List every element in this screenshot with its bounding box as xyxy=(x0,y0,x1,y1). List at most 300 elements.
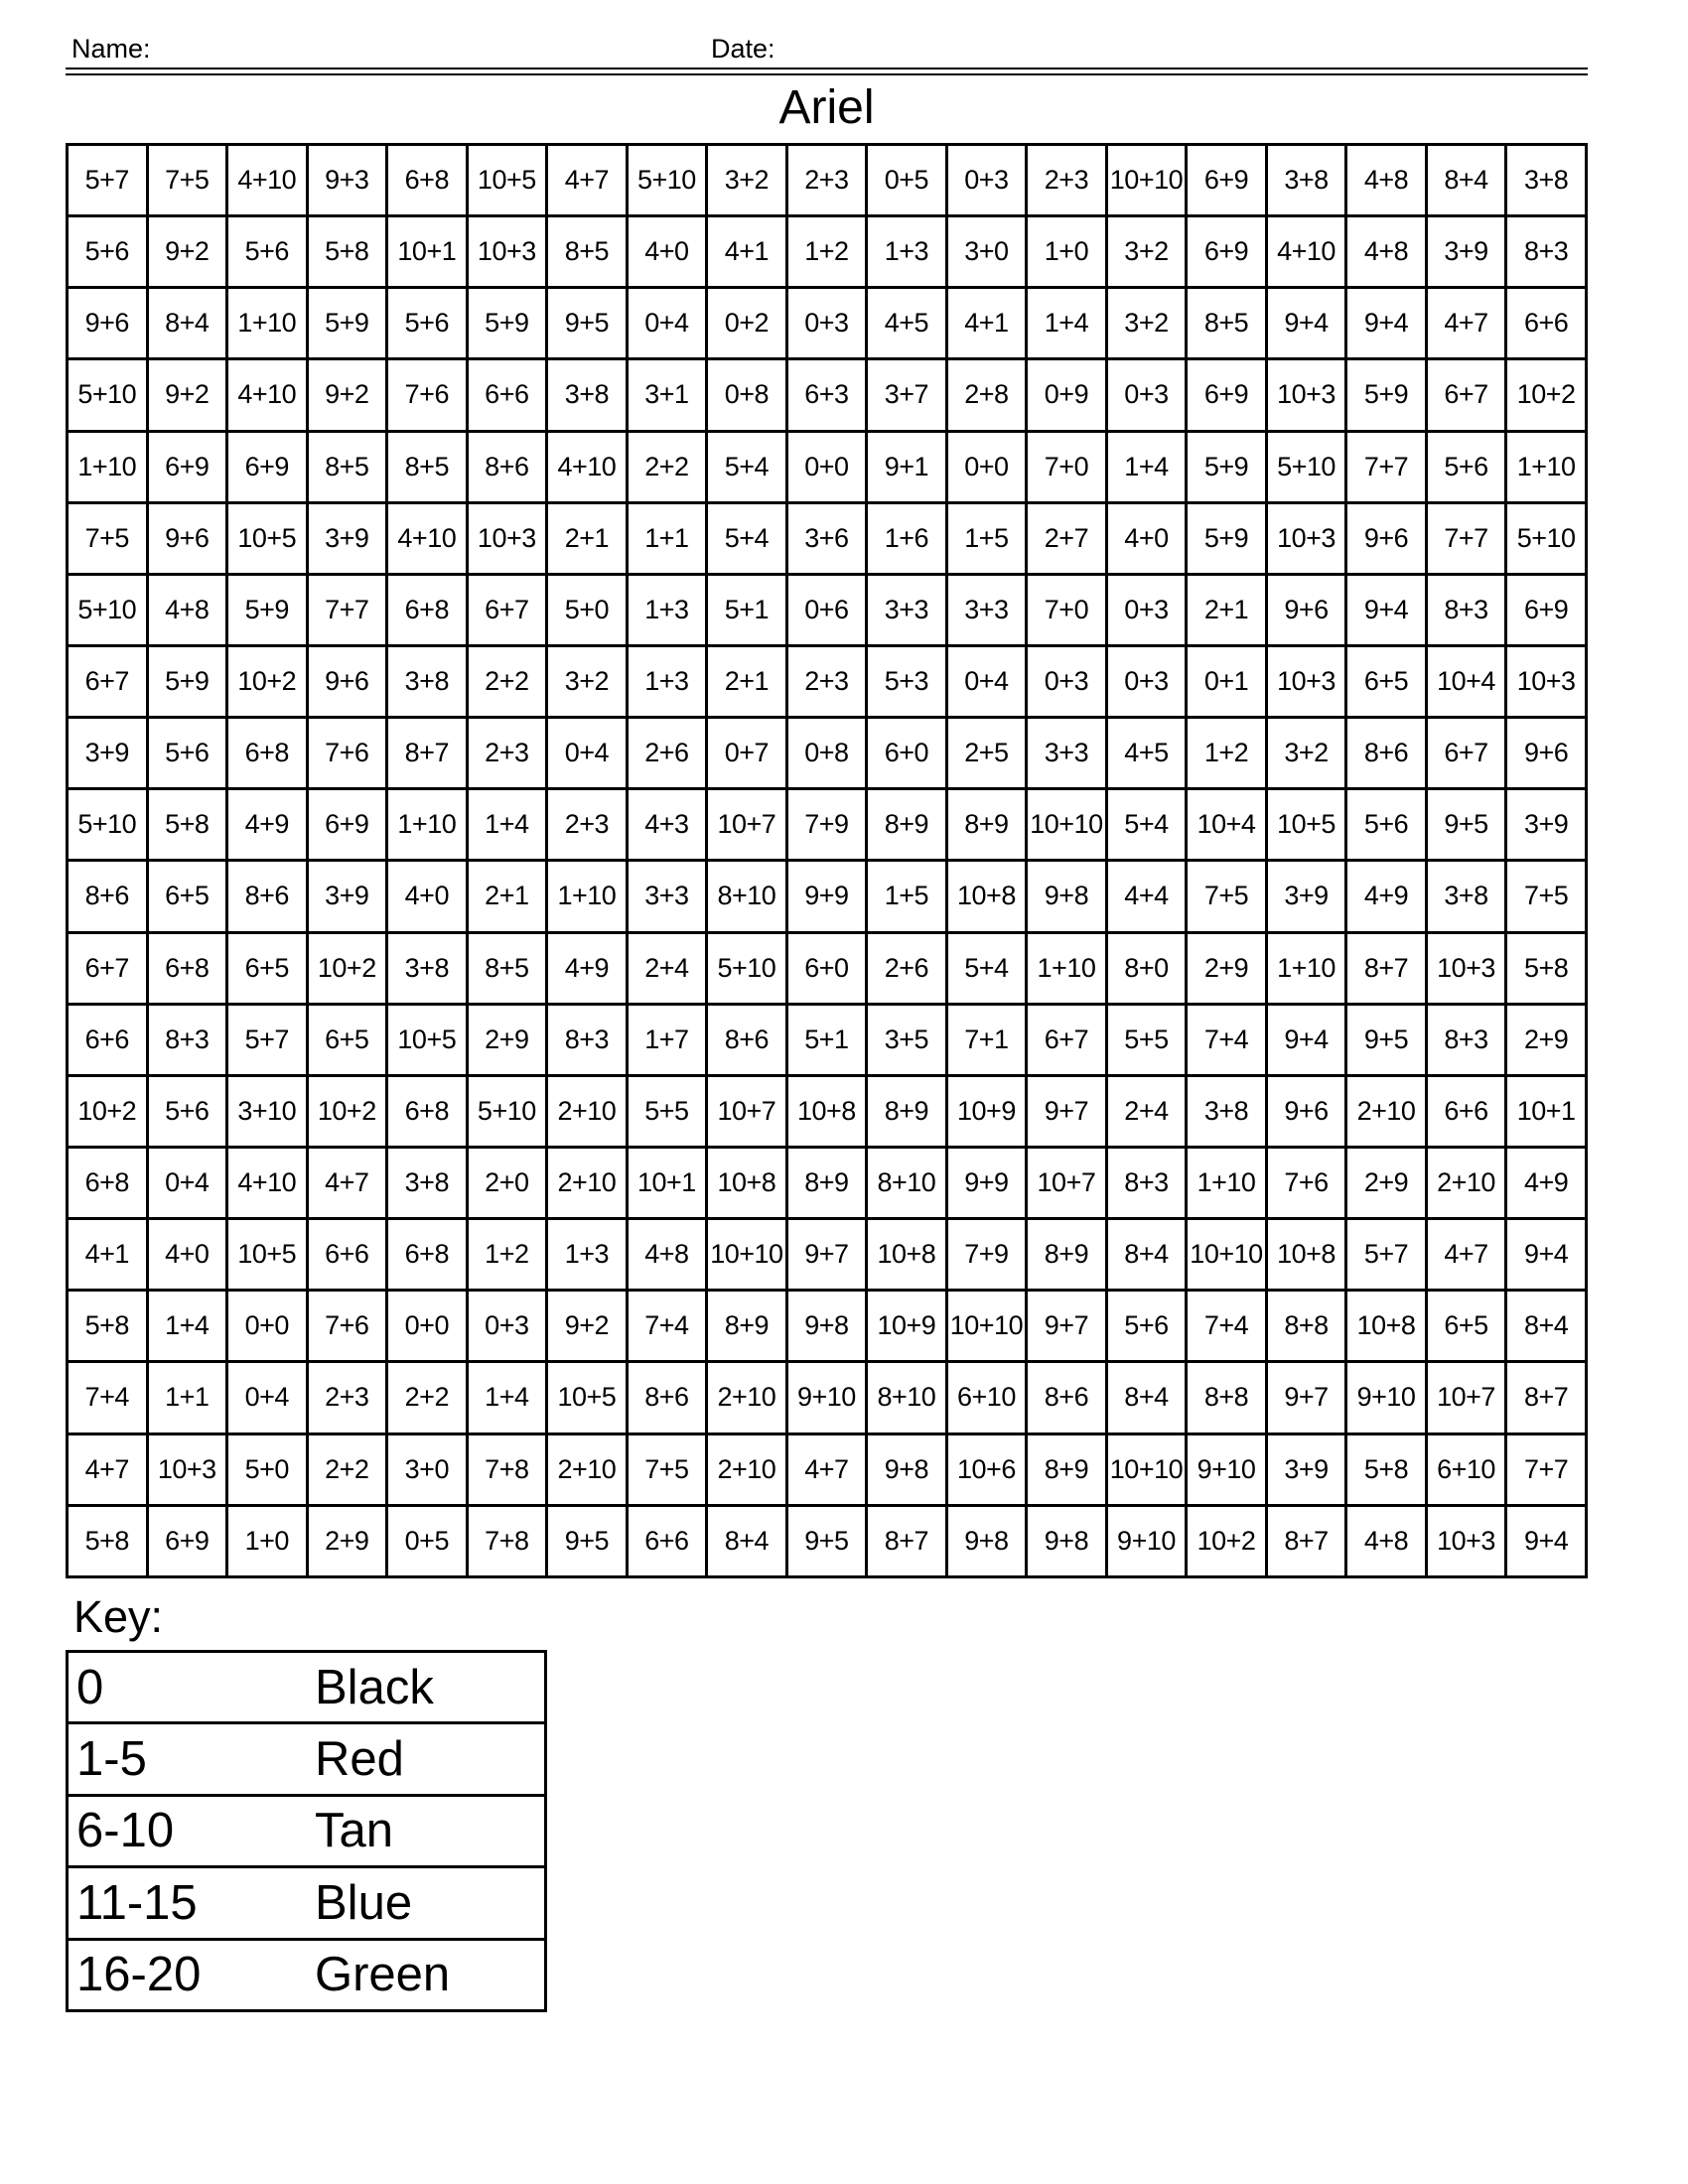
grid-cell: 2+5 xyxy=(946,718,1027,789)
grid-cell: 10+3 xyxy=(1426,932,1506,1004)
grid-cell: 5+9 xyxy=(227,574,308,645)
grid-cell: 7+5 xyxy=(147,145,227,216)
grid-cell: 7+7 xyxy=(307,574,387,645)
grid-cell: 2+9 xyxy=(307,1505,387,1576)
grid-cell: 8+4 xyxy=(147,288,227,359)
grid-cell: 3+5 xyxy=(867,1004,947,1075)
grid-cell: 6+7 xyxy=(1426,359,1506,431)
grid-cell: 5+9 xyxy=(307,288,387,359)
grid-cell: 5+1 xyxy=(707,574,787,645)
grid-cell: 5+5 xyxy=(1106,1004,1187,1075)
grid-cell: 3+9 xyxy=(1266,1433,1346,1505)
key-color: Green xyxy=(307,1939,546,2010)
grid-cell: 2+10 xyxy=(1426,1147,1506,1218)
grid-cell: 10+9 xyxy=(946,1075,1027,1147)
grid-cell: 6+8 xyxy=(387,1075,468,1147)
grid-cell: 1+10 xyxy=(1266,932,1346,1004)
grid-cell: 8+5 xyxy=(307,431,387,502)
grid-cell: 0+3 xyxy=(1027,645,1107,717)
grid-cell: 6+9 xyxy=(227,431,308,502)
grid-cell: 1+4 xyxy=(1106,431,1187,502)
grid-cell: 0+3 xyxy=(467,1291,547,1362)
grid-cell: 10+10 xyxy=(707,1219,787,1291)
grid-cell: 2+2 xyxy=(467,645,547,717)
grid-cell: 5+6 xyxy=(227,216,308,288)
grid-cell: 0+2 xyxy=(707,288,787,359)
grid-cell: 9+2 xyxy=(547,1291,628,1362)
grid-cell: 5+8 xyxy=(1506,932,1587,1004)
grid-cell: 1+0 xyxy=(1027,216,1107,288)
grid-cell: 10+10 xyxy=(1106,1433,1187,1505)
grid-cell: 6+5 xyxy=(1426,1291,1506,1362)
grid-cell: 7+5 xyxy=(1187,861,1267,932)
grid-cell: 9+10 xyxy=(1106,1505,1187,1576)
grid-cell: 1+4 xyxy=(1027,288,1107,359)
grid-cell: 8+10 xyxy=(867,1147,947,1218)
grid-cell: 0+8 xyxy=(786,718,867,789)
grid-cell: 0+3 xyxy=(946,145,1027,216)
grid-cell: 6+5 xyxy=(147,861,227,932)
grid-cell: 4+0 xyxy=(147,1219,227,1291)
grid-cell: 2+3 xyxy=(307,1362,387,1433)
grid-cell: 4+10 xyxy=(227,1147,308,1218)
grid-cell: 3+2 xyxy=(547,645,628,717)
grid-cell: 5+0 xyxy=(227,1433,308,1505)
grid-cell: 0+9 xyxy=(1027,359,1107,431)
grid-cell: 8+5 xyxy=(1187,288,1267,359)
grid-cell: 5+8 xyxy=(68,1505,148,1576)
grid-cell: 5+6 xyxy=(68,216,148,288)
grid-cell: 5+10 xyxy=(1506,502,1587,574)
grid-cell: 3+3 xyxy=(946,574,1027,645)
header-rule-bottom xyxy=(66,73,1588,75)
grid-cell: 4+7 xyxy=(1426,1219,1506,1291)
grid-cell: 6+0 xyxy=(867,718,947,789)
grid-cell: 9+2 xyxy=(147,359,227,431)
grid-cell: 10+3 xyxy=(1266,359,1346,431)
grid-cell: 1+2 xyxy=(1187,718,1267,789)
grid-cell: 5+7 xyxy=(68,145,148,216)
grid-cell: 3+2 xyxy=(1106,216,1187,288)
grid-cell: 9+4 xyxy=(1506,1505,1587,1576)
grid-cell: 2+3 xyxy=(786,145,867,216)
grid-cell: 8+7 xyxy=(1266,1505,1346,1576)
grid-cell: 7+0 xyxy=(1027,574,1107,645)
grid-row xyxy=(68,1433,1587,1505)
grid-cell: 4+8 xyxy=(147,574,227,645)
grid-cell: 8+10 xyxy=(707,861,787,932)
grid-row xyxy=(68,861,1587,932)
grid-cell: 3+6 xyxy=(786,502,867,574)
grid-cell: 2+10 xyxy=(707,1362,787,1433)
grid-cell: 6+6 xyxy=(1426,1075,1506,1147)
grid-cell: 6+7 xyxy=(68,645,148,717)
grid-cell: 10+1 xyxy=(627,1147,707,1218)
grid-cell: 4+7 xyxy=(307,1147,387,1218)
grid-cell: 1+6 xyxy=(867,502,947,574)
grid-cell: 3+9 xyxy=(68,718,148,789)
grid-cell: 10+8 xyxy=(786,1075,867,1147)
grid-cell: 10+2 xyxy=(1506,359,1587,431)
grid-cell: 0+4 xyxy=(547,718,628,789)
grid-cell: 6+3 xyxy=(786,359,867,431)
grid-cell: 2+7 xyxy=(1027,502,1107,574)
grid-cell: 2+1 xyxy=(467,861,547,932)
grid-cell: 6+7 xyxy=(1027,1004,1107,1075)
grid-cell: 8+3 xyxy=(1106,1147,1187,1218)
grid-cell: 3+8 xyxy=(387,932,468,1004)
grid-cell: 7+5 xyxy=(1506,861,1587,932)
grid-cell: 5+4 xyxy=(946,932,1027,1004)
grid-cell: 8+9 xyxy=(1027,1219,1107,1291)
grid-cell: 5+7 xyxy=(1346,1219,1427,1291)
date-label: Date: xyxy=(711,34,775,64)
grid-cell: 10+2 xyxy=(1187,1505,1267,1576)
grid-cell: 10+5 xyxy=(1266,789,1346,861)
key-color: Tan xyxy=(307,1795,546,1866)
grid-cell: 9+5 xyxy=(1426,789,1506,861)
grid-cell: 3+0 xyxy=(946,216,1027,288)
grid-cell: 5+6 xyxy=(1106,1291,1187,1362)
grid-cell: 6+5 xyxy=(1346,645,1427,717)
grid-cell: 4+5 xyxy=(1106,718,1187,789)
grid-cell: 9+7 xyxy=(1027,1291,1107,1362)
key-range: 16-20 xyxy=(68,1939,308,2010)
grid-cell: 0+3 xyxy=(1106,645,1187,717)
grid-cell: 8+4 xyxy=(1106,1362,1187,1433)
grid-cell: 8+4 xyxy=(1106,1219,1187,1291)
grid-cell: 10+10 xyxy=(1106,145,1187,216)
grid-cell: 5+0 xyxy=(547,574,628,645)
grid-cell: 5+6 xyxy=(1346,789,1427,861)
grid-cell: 2+3 xyxy=(1027,145,1107,216)
key-row xyxy=(68,1867,546,1939)
grid-cell: 10+8 xyxy=(707,1147,787,1218)
grid-cell: 7+6 xyxy=(307,1291,387,1362)
grid-cell: 1+3 xyxy=(867,216,947,288)
grid-cell: 7+8 xyxy=(467,1505,547,1576)
grid-cell: 6+5 xyxy=(307,1004,387,1075)
grid-cell: 3+9 xyxy=(1506,789,1587,861)
key-row xyxy=(68,1652,546,1723)
grid-cell: 8+6 xyxy=(227,861,308,932)
grid-cell: 9+6 xyxy=(1346,502,1427,574)
grid-cell: 3+8 xyxy=(547,359,628,431)
grid-cell: 7+6 xyxy=(387,359,468,431)
grid-cell: 1+10 xyxy=(387,789,468,861)
grid-cell: 0+5 xyxy=(387,1505,468,1576)
grid-cell: 8+6 xyxy=(1027,1362,1107,1433)
grid-cell: 6+10 xyxy=(1426,1433,1506,1505)
grid-cell: 8+8 xyxy=(1266,1291,1346,1362)
grid-cell: 10+3 xyxy=(147,1433,227,1505)
grid-cell: 0+3 xyxy=(1106,359,1187,431)
grid-cell: 10+3 xyxy=(1266,645,1346,717)
grid-cell: 3+9 xyxy=(1266,861,1346,932)
grid-cell: 5+7 xyxy=(227,1004,308,1075)
grid-cell: 4+10 xyxy=(387,502,468,574)
grid-cell: 6+6 xyxy=(307,1219,387,1291)
grid-cell: 7+6 xyxy=(307,718,387,789)
grid-row xyxy=(68,502,1587,574)
grid-cell: 9+6 xyxy=(68,288,148,359)
grid-cell: 8+7 xyxy=(1506,1362,1587,1433)
grid-cell: 7+5 xyxy=(627,1433,707,1505)
grid-cell: 9+8 xyxy=(786,1291,867,1362)
grid-cell: 6+9 xyxy=(1187,216,1267,288)
grid-cell: 5+4 xyxy=(1106,789,1187,861)
grid-cell: 9+7 xyxy=(1027,1075,1107,1147)
grid-cell: 4+8 xyxy=(1346,1505,1427,1576)
grid-row xyxy=(68,1075,1587,1147)
addition-grid xyxy=(66,143,1588,1578)
grid-cell: 8+6 xyxy=(627,1362,707,1433)
grid-cell: 9+4 xyxy=(1346,288,1427,359)
grid-cell: 10+2 xyxy=(307,932,387,1004)
grid-cell: 8+3 xyxy=(1506,216,1587,288)
grid-cell: 1+4 xyxy=(467,1362,547,1433)
grid-cell: 9+1 xyxy=(867,431,947,502)
grid-cell: 3+8 xyxy=(387,1147,468,1218)
key-row xyxy=(68,1723,546,1795)
grid-cell: 3+10 xyxy=(227,1075,308,1147)
grid-cell: 4+10 xyxy=(547,431,628,502)
grid-cell: 10+10 xyxy=(1187,1219,1267,1291)
grid-cell: 9+8 xyxy=(1027,861,1107,932)
grid-cell: 1+10 xyxy=(1027,932,1107,1004)
grid-cell: 4+10 xyxy=(227,359,308,431)
grid-cell: 9+2 xyxy=(147,216,227,288)
grid-cell: 4+9 xyxy=(227,789,308,861)
key-color: Red xyxy=(307,1723,546,1795)
grid-cell: 3+1 xyxy=(627,359,707,431)
key-range: 0 xyxy=(68,1652,308,1723)
grid-cell: 6+9 xyxy=(147,1505,227,1576)
grid-cell: 5+5 xyxy=(627,1075,707,1147)
key-label: Key: xyxy=(73,1591,164,1642)
grid-cell: 9+7 xyxy=(1266,1362,1346,1433)
key-row xyxy=(68,1795,546,1866)
grid-row xyxy=(68,288,1587,359)
grid-cell: 5+8 xyxy=(307,216,387,288)
grid-cell: 9+10 xyxy=(786,1362,867,1433)
grid-cell: 2+2 xyxy=(387,1362,468,1433)
grid-cell: 2+3 xyxy=(467,718,547,789)
grid-cell: 5+8 xyxy=(68,1291,148,1362)
grid-cell: 8+5 xyxy=(547,216,628,288)
grid-row xyxy=(68,718,1587,789)
grid-cell: 8+4 xyxy=(707,1505,787,1576)
grid-cell: 6+8 xyxy=(387,1219,468,1291)
grid-cell: 1+5 xyxy=(946,502,1027,574)
grid-cell: 9+5 xyxy=(547,1505,628,1576)
grid-row xyxy=(68,645,1587,717)
grid-cell: 0+3 xyxy=(1106,574,1187,645)
grid-cell: 0+4 xyxy=(627,288,707,359)
grid-cell: 4+7 xyxy=(547,145,628,216)
grid-cell: 5+4 xyxy=(707,502,787,574)
key-color: Blue xyxy=(307,1867,546,1939)
grid-cell: 8+4 xyxy=(1426,145,1506,216)
grid-cell: 9+8 xyxy=(1027,1505,1107,1576)
grid-cell: 6+6 xyxy=(68,1004,148,1075)
grid-cell: 5+8 xyxy=(147,789,227,861)
grid-cell: 6+9 xyxy=(1187,359,1267,431)
grid-cell: 2+1 xyxy=(547,502,628,574)
grid-cell: 5+9 xyxy=(467,288,547,359)
grid-cell: 9+10 xyxy=(1187,1433,1267,1505)
grid-cell: 5+4 xyxy=(707,431,787,502)
grid-cell: 1+2 xyxy=(786,216,867,288)
grid-row xyxy=(68,1004,1587,1075)
grid-cell: 0+6 xyxy=(786,574,867,645)
grid-cell: 9+5 xyxy=(786,1505,867,1576)
grid-cell: 8+7 xyxy=(387,718,468,789)
grid-cell: 6+8 xyxy=(68,1147,148,1218)
grid-cell: 2+8 xyxy=(946,359,1027,431)
grid-cell: 2+10 xyxy=(547,1075,628,1147)
grid-cell: 3+8 xyxy=(1187,1075,1267,1147)
grid-cell: 0+7 xyxy=(707,718,787,789)
grid-cell: 0+4 xyxy=(147,1147,227,1218)
grid-cell: 10+6 xyxy=(946,1433,1027,1505)
grid-cell: 5+10 xyxy=(1266,431,1346,502)
grid-cell: 10+7 xyxy=(1027,1147,1107,1218)
grid-cell: 10+10 xyxy=(1027,789,1107,861)
grid-cell: 4+8 xyxy=(1346,216,1427,288)
grid-cell: 3+9 xyxy=(307,861,387,932)
grid-cell: 3+3 xyxy=(1027,718,1107,789)
grid-cell: 8+9 xyxy=(867,789,947,861)
grid-cell: 10+2 xyxy=(227,645,308,717)
grid-cell: 3+2 xyxy=(1266,718,1346,789)
grid-cell: 10+4 xyxy=(1426,645,1506,717)
grid-cell: 2+6 xyxy=(867,932,947,1004)
grid-cell: 7+7 xyxy=(1346,431,1427,502)
grid-cell: 5+6 xyxy=(1426,431,1506,502)
grid-cell: 9+6 xyxy=(1266,1075,1346,1147)
grid-row xyxy=(68,431,1587,502)
grid-cell: 5+9 xyxy=(147,645,227,717)
grid-cell: 6+8 xyxy=(387,574,468,645)
grid-row xyxy=(68,359,1587,431)
grid-cell: 6+9 xyxy=(307,789,387,861)
grid-cell: 8+6 xyxy=(707,1004,787,1075)
grid-cell: 7+5 xyxy=(68,502,148,574)
grid-cell: 4+0 xyxy=(387,861,468,932)
grid-cell: 2+6 xyxy=(627,718,707,789)
grid-cell: 10+8 xyxy=(946,861,1027,932)
grid-cell: 8+6 xyxy=(467,431,547,502)
grid-row xyxy=(68,1219,1587,1291)
grid-cell: 3+2 xyxy=(707,145,787,216)
grid-cell: 10+5 xyxy=(547,1362,628,1433)
grid-cell: 9+8 xyxy=(946,1505,1027,1576)
grid-cell: 1+0 xyxy=(227,1505,308,1576)
grid-cell: 9+7 xyxy=(786,1219,867,1291)
grid-cell: 4+1 xyxy=(707,216,787,288)
grid-cell: 4+9 xyxy=(1506,1147,1587,1218)
grid-cell: 5+6 xyxy=(147,718,227,789)
grid-cell: 5+8 xyxy=(1346,1433,1427,1505)
grid-cell: 2+9 xyxy=(1346,1147,1427,1218)
grid-cell: 10+2 xyxy=(307,1075,387,1147)
grid-cell: 0+0 xyxy=(946,431,1027,502)
grid-cell: 2+0 xyxy=(467,1147,547,1218)
grid-cell: 3+0 xyxy=(387,1433,468,1505)
grid-cell: 3+7 xyxy=(867,359,947,431)
grid-cell: 1+10 xyxy=(68,431,148,502)
grid-cell: 4+4 xyxy=(1106,861,1187,932)
grid-cell: 10+5 xyxy=(227,502,308,574)
grid-cell: 2+9 xyxy=(1187,932,1267,1004)
grid-cell: 4+7 xyxy=(68,1433,148,1505)
grid-row xyxy=(68,932,1587,1004)
grid-cell: 0+0 xyxy=(227,1291,308,1362)
grid-cell: 10+3 xyxy=(467,216,547,288)
grid-row xyxy=(68,574,1587,645)
grid-cell: 4+3 xyxy=(627,789,707,861)
grid-cell: 9+6 xyxy=(1266,574,1346,645)
grid-cell: 6+9 xyxy=(1187,145,1267,216)
grid-cell: 1+1 xyxy=(627,502,707,574)
grid-cell: 2+1 xyxy=(707,645,787,717)
grid-cell: 1+4 xyxy=(147,1291,227,1362)
grid-cell: 10+7 xyxy=(707,1075,787,1147)
grid-cell: 5+9 xyxy=(1187,431,1267,502)
grid-cell: 6+6 xyxy=(627,1505,707,1576)
grid-row xyxy=(68,1291,1587,1362)
grid-cell: 7+4 xyxy=(1187,1004,1267,1075)
grid-cell: 4+8 xyxy=(627,1219,707,1291)
grid-cell: 9+4 xyxy=(1346,574,1427,645)
grid-cell: 2+10 xyxy=(707,1433,787,1505)
grid-cell: 2+1 xyxy=(1187,574,1267,645)
grid-cell: 1+10 xyxy=(1187,1147,1267,1218)
grid-cell: 2+10 xyxy=(1346,1075,1427,1147)
grid-cell: 10+5 xyxy=(467,145,547,216)
grid-cell: 2+3 xyxy=(786,645,867,717)
grid-cell: 4+1 xyxy=(946,288,1027,359)
grid-cell: 6+10 xyxy=(946,1362,1027,1433)
grid-cell: 8+3 xyxy=(1426,574,1506,645)
grid-row xyxy=(68,789,1587,861)
grid-cell: 4+9 xyxy=(1346,861,1427,932)
grid-cell: 8+9 xyxy=(1027,1433,1107,1505)
grid-cell: 2+9 xyxy=(1506,1004,1587,1075)
grid-cell: 7+7 xyxy=(1426,502,1506,574)
grid-cell: 5+9 xyxy=(1187,502,1267,574)
grid-cell: 4+10 xyxy=(1266,216,1346,288)
grid-cell: 9+4 xyxy=(1506,1219,1587,1291)
grid-cell: 0+4 xyxy=(227,1362,308,1433)
grid-cell: 5+10 xyxy=(627,145,707,216)
grid-cell: 3+8 xyxy=(1506,145,1587,216)
grid-cell: 2+4 xyxy=(1106,1075,1187,1147)
grid-cell: 0+4 xyxy=(946,645,1027,717)
grid-cell: 5+1 xyxy=(786,1004,867,1075)
grid-cell: 3+8 xyxy=(387,645,468,717)
grid-cell: 3+3 xyxy=(867,574,947,645)
grid-cell: 9+6 xyxy=(307,645,387,717)
grid-cell: 4+7 xyxy=(1426,288,1506,359)
grid-cell: 6+5 xyxy=(227,932,308,1004)
grid-cell: 3+9 xyxy=(1426,216,1506,288)
grid-cell: 8+4 xyxy=(1506,1291,1587,1362)
grid-cell: 5+10 xyxy=(68,789,148,861)
grid-cell: 6+7 xyxy=(467,574,547,645)
grid-cell: 10+3 xyxy=(1426,1505,1506,1576)
